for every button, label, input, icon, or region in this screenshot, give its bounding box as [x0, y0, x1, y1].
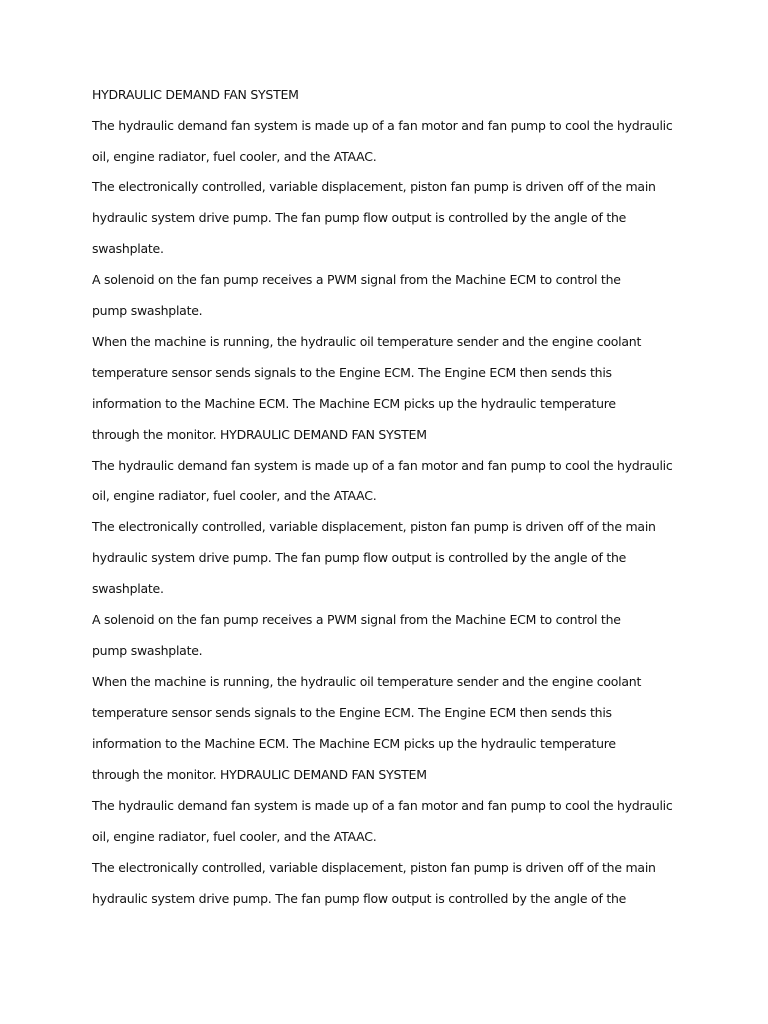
document-line: The hydraulic demand fan system is made up of a fan motor and fan pump to cool the hydraulic: [92, 458, 673, 473]
document-line: HYDRAULIC DEMAND FAN SYSTEM: [92, 87, 299, 102]
document-line: The hydraulic demand fan system is made up of a fan motor and fan pump to cool the hydraulic: [92, 798, 673, 813]
document-line: swashplate.: [92, 241, 164, 256]
document-line: temperature sensor sends signals to the Engine ECM. The Engine ECM then sends this: [92, 705, 612, 720]
document-line: temperature sensor sends signals to the Engine ECM. The Engine ECM then sends this: [92, 365, 612, 380]
document-line: hydraulic system drive pump. The fan pump flow output is controlled by the angle of the: [92, 550, 627, 565]
document-line: information to the Machine ECM. The Machine ECM picks up the hydraulic temperature: [92, 396, 616, 411]
document-line: hydraulic system drive pump. The fan pump flow output is controlled by the angle of the: [92, 210, 627, 225]
document-line: When the machine is running, the hydraulic oil temperature sender and the engine coolant: [92, 334, 642, 349]
document-line: The electronically controlled, variable displacement, piston fan pump is driven off of the main: [92, 519, 656, 534]
document-line: through the monitor. HYDRAULIC DEMAND FAN SYSTEM: [92, 427, 427, 442]
document-line: oil, engine radiator, fuel cooler, and the ATAAC.: [92, 488, 377, 503]
document-line: A solenoid on the fan pump receives a PWM signal from the Machine ECM to control the: [92, 612, 621, 627]
document-line: pump swashplate.: [92, 643, 203, 658]
document-line: The hydraulic demand fan system is made up of a fan motor and fan pump to cool the hydraulic: [92, 118, 673, 133]
document-line: pump swashplate.: [92, 303, 203, 318]
document-line: hydraulic system drive pump. The fan pump flow output is controlled by the angle of the: [92, 891, 627, 906]
document-line: oil, engine radiator, fuel cooler, and the ATAAC.: [92, 829, 377, 844]
document-line: The electronically controlled, variable displacement, piston fan pump is driven off of the main: [92, 179, 656, 194]
document-line: through the monitor. HYDRAULIC DEMAND FAN SYSTEM: [92, 767, 427, 782]
document-line: information to the Machine ECM. The Machine ECM picks up the hydraulic temperature: [92, 736, 616, 751]
document-line: When the machine is running, the hydraulic oil temperature sender and the engine coolant: [92, 674, 642, 689]
document-line: The electronically controlled, variable displacement, piston fan pump is driven off of the main: [92, 860, 656, 875]
document-line: A solenoid on the fan pump receives a PWM signal from the Machine ECM to control the: [92, 272, 621, 287]
document-line: swashplate.: [92, 581, 164, 596]
document-line: oil, engine radiator, fuel cooler, and the ATAAC.: [92, 149, 377, 164]
